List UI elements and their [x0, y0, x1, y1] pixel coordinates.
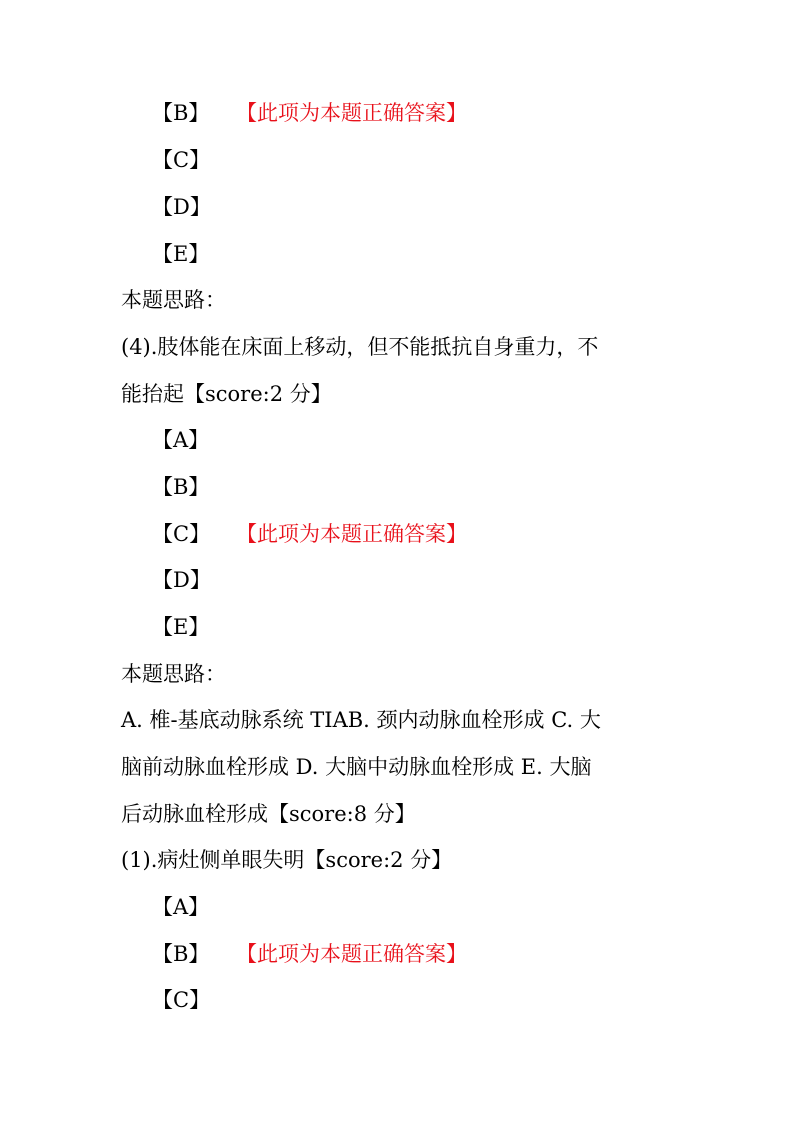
question-text: (1).病灶侧单眼失明【score:2 分】 [121, 848, 453, 872]
shared-options-text-cont: 后动脉血栓形成【score:8 分】 [121, 802, 416, 826]
option-letter: 【E】 [152, 242, 210, 266]
option-letter: 【D】 [152, 568, 211, 592]
option-e [152, 237, 694, 271]
option-letter: 【D】 [152, 195, 211, 219]
option-c [152, 983, 694, 1017]
option-letter: 【C】 [152, 148, 211, 172]
option-letter: 【E】 [152, 615, 210, 639]
option-d [152, 190, 694, 224]
question-text: (4).肢体能在床面上移动，但不能抵抗自身重力，不 [121, 335, 599, 359]
option-e [152, 610, 694, 644]
explanation-heading: 本题思路： [121, 662, 226, 686]
option-d [152, 563, 694, 597]
option-letter: 【B】 [152, 942, 210, 966]
option-letter: 【B】 [152, 101, 210, 125]
explanation-heading: 本题思路： [121, 288, 226, 312]
question-text-cont: 能抬起【score:2 分】 [121, 382, 332, 406]
correct-answer-marker: 【此项为本题正确答案】 [236, 942, 467, 966]
correct-answer-marker: 【此项为本题正确答案】 [236, 522, 467, 546]
option-letter: 【C】 [152, 988, 211, 1012]
option-letter: 【C】 [152, 522, 211, 546]
option-b [152, 96, 694, 130]
option-letter: 【B】 [152, 475, 210, 499]
correct-answer-marker: 【此项为本题正确答案】 [236, 101, 467, 125]
option-a [152, 423, 694, 457]
option-b [152, 470, 694, 504]
option-b [152, 937, 694, 971]
option-a [152, 890, 694, 924]
option-letter: 【A】 [152, 428, 210, 452]
shared-options-text: A. 椎-基底动脉系统 TIAB. 颈内动脉血栓形成 C. 大 [121, 708, 601, 732]
option-letter: 【A】 [152, 895, 210, 919]
shared-options-text-cont: 脑前动脉血栓形成 D. 大脑中动脉血栓形成 E. 大脑 [121, 755, 592, 779]
option-c [152, 517, 694, 551]
option-c [152, 143, 694, 177]
